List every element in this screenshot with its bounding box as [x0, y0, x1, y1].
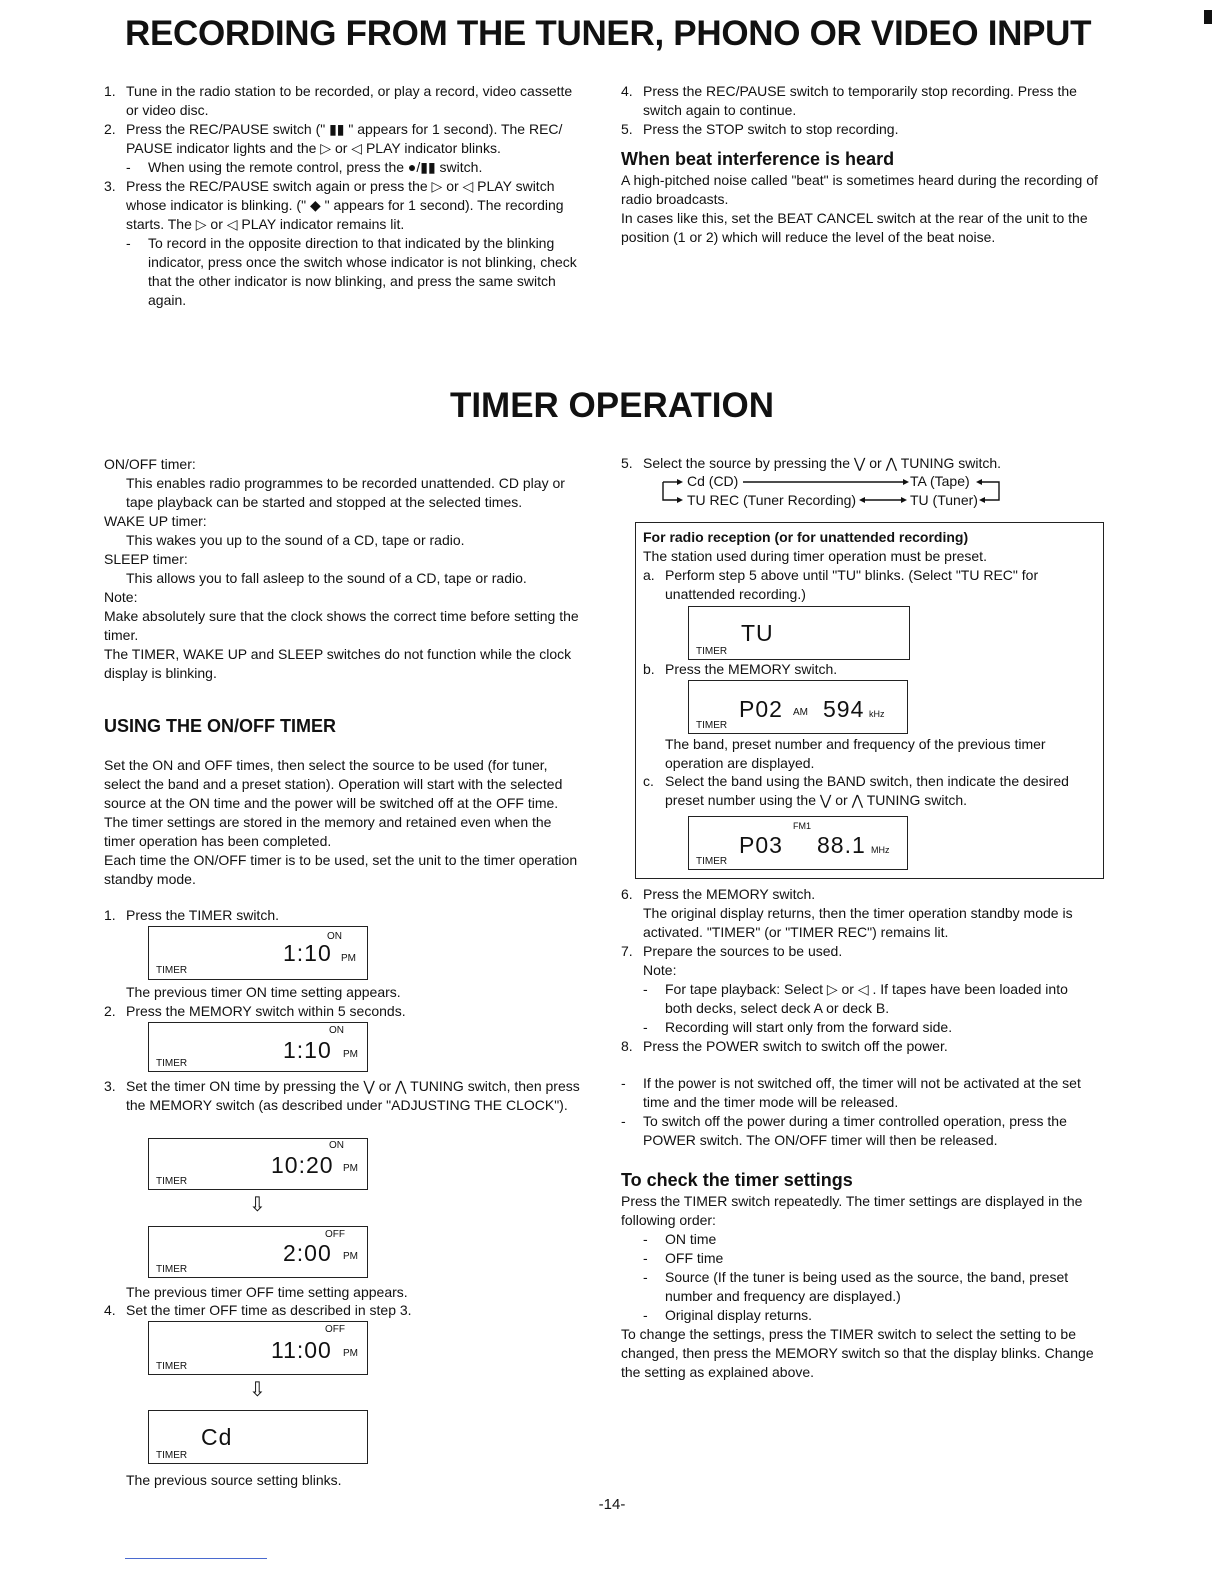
lcd-band: FM1 [793, 821, 811, 831]
step-3-after: The previous timer OFF time setting appears. [126, 1284, 408, 1300]
lcd-time: 1:10 [283, 940, 332, 966]
lcd-frequency: 88.1 [817, 832, 866, 858]
lcd-time: 10:20 [271, 1152, 334, 1178]
display-step-4b [148, 1410, 368, 1464]
corner-mark [1204, 4, 1214, 26]
lcd-source: TU [741, 620, 774, 646]
radio-box-heading: For radio reception (or for unattended recording) [643, 529, 969, 545]
recording-step-1: 1. Tune in the radio station to be recorded, or play a record, video cassette or video disc. [104, 83, 573, 118]
source-tu-rec: TU REC (Tuner Recording) [687, 492, 857, 508]
after-8-note-2: - To switch off the power during a timer controlled operation, press the POWER switch. The ON/OFF timer will then be released. [621, 1113, 1067, 1148]
step-4-after: The previous source setting blinks. [126, 1472, 342, 1488]
recording-step-5: 5. Press the STOP switch to stop recording. [621, 121, 899, 137]
radio-b-after: The band, preset number and frequency of the previous timer operation are displayed. [665, 736, 1046, 771]
recording-step-3-note: - To record in the opposite direction to that indicated by the blinking indicator, press once the switch whose indicator is not blinking, check that the other indicator is now blinking, and press the same switch again. [126, 235, 577, 308]
arrowhead [976, 479, 982, 485]
arrowhead [677, 497, 683, 503]
lcd-timer-label: TIMER [696, 720, 728, 731]
lcd-timer-label: TIMER [156, 1264, 188, 1275]
lcd-unit: MHz [871, 845, 890, 855]
onoff-section [104, 714, 582, 889]
check-paragraph-2: To change the settings, press the TIMER switch to select the setting to be changed, then press the MEMORY switch so that the display blinks. Change the setting as explained above. [621, 1326, 1094, 1380]
onoff-paragraph: Set the ON and OFF times, then select the source to be used (for tuner, select the band and a preset station). Operation will start with the selected source at the ON time and the power will be switched off at the OFF time. The timer settings are stored in the memory and retained even when the timer operation has been completed. [104, 757, 563, 849]
lcd-pm: PM [343, 1251, 358, 1262]
timer-title: TIMER OPERATION [449, 386, 775, 425]
check-item-1: - ON time [643, 1231, 717, 1247]
note-label: Note: [104, 589, 138, 605]
lcd-time: 1:10 [283, 1037, 332, 1063]
arrowhead [979, 497, 985, 503]
display-step-3a [148, 1138, 368, 1190]
lcd-on-label: ON [329, 1140, 344, 1151]
timer-step-8: 8. Press the POWER switch to switch off the power. [621, 1038, 948, 1054]
note-2: The TIMER, WAKE UP and SLEEP switches do not function while the clock display is blinking. [104, 646, 572, 681]
radio-step-a: a. Perform step 5 above until "TU" blinks. (Select "TU REC" for unattended recording.) [643, 567, 1039, 602]
check-item-4: - Original display returns. [643, 1307, 813, 1323]
lcd-pm: PM [341, 953, 356, 964]
lcd-band: AM [793, 707, 808, 718]
lcd-pm: PM [343, 1049, 358, 1060]
timer-step-1: 1. Press the TIMER switch. [104, 907, 280, 923]
recording-left-column [104, 82, 582, 310]
page-number: -14- [598, 1496, 626, 1513]
beat-paragraph-1: A high-pitched noise called "beat" is sometimes heard during the recording of radio broadcasts. [621, 172, 1098, 207]
lcd-on-label: ON [329, 1025, 344, 1036]
recording-step-2-note: - When using the remote control, press the ●/▮▮ switch. [126, 159, 483, 175]
recording-step-4: 4. Press the REC/PAUSE switch to temporarily stop recording. Press the switch again to continue. [621, 83, 1077, 118]
check-item-2: - OFF time [643, 1250, 724, 1266]
recording-right-column [621, 82, 1099, 247]
onoff-heading: USING THE ON/OFF TIMER [104, 716, 336, 736]
intro-desc-onoff: This enables radio programmes to be recorded unattended. CD play or tape playback can be started and stopped at the selected times. [126, 475, 565, 510]
source-tu: TU (Tuner) [910, 492, 978, 508]
display-step-4a [148, 1321, 368, 1375]
display-radio-c [688, 816, 908, 870]
footer-rule [125, 1558, 267, 1559]
recording-step-2: 2. Press the REC/PAUSE switch (" ▮▮ " appears for 1 second). The REC/ PAUSE indicator lights and the ▷ or ◁ PLAY indicator blinks. - When using the remote control, press the ●/▮▮ switch. [104, 120, 582, 177]
step-7-note-label: Note: [643, 962, 677, 978]
display-step-1 [148, 926, 368, 980]
cycle-path-left [663, 482, 677, 500]
intro-label-sleep: SLEEP timer: [104, 551, 188, 567]
timer-steps-6-8 [621, 885, 1099, 1382]
intro-desc-wakeup: This wakes you up to the sound of a CD, tape or radio. [126, 532, 465, 548]
lcd-timer-label: TIMER [696, 856, 728, 867]
lcd-timer-label: TIMER [696, 646, 728, 657]
lcd-preset: P03 [739, 832, 783, 858]
intro-label-wakeup: WAKE UP timer: [104, 513, 207, 529]
step-6-paragraph: The original display returns, then the timer operation standby mode is activated. "TIMER" (or "TIMER REC") remains lit. [643, 905, 1073, 940]
lcd-timer-label: TIMER [156, 1361, 188, 1372]
lcd-pm: PM [343, 1163, 358, 1174]
onoff-paragraph-2: Each time the ON/OFF timer is to be used, set the unit to the timer operation standby mode. [104, 852, 578, 887]
lcd-time: 11:00 [271, 1337, 332, 1363]
lcd-source: Cd [201, 1424, 233, 1450]
arrowhead [901, 497, 907, 503]
display-radio-a [688, 606, 910, 660]
lcd-timer-label: TIMER [156, 1058, 188, 1069]
intro-label-onoff: ON/OFF timer: [104, 456, 196, 472]
step-7-note-2: - Recording will start only from the forward side. [643, 1019, 953, 1035]
recording-step-3: 3. Press the REC/PAUSE switch again or press the ▷ or ◁ PLAY switch whose indicator is blinking. (" ◆ " appears for 1 second). The recording starts. The ▷ or ◁ PLAY indicator remains lit. - To record in the opposite direction to that indicated by the blinking indicator, press once the switch whose indicator is not blinking, check that the other indicator is now blinking, and press the same switch again. [104, 177, 582, 310]
timer-step-4: 4. Set the timer OFF time as described in step 3. [104, 1302, 412, 1318]
radio-box-content [643, 528, 1095, 604]
note-1: Make absolutely sure that the clock shows the correct time before setting the timer. [104, 608, 579, 643]
timer-step-6: 6. Press the MEMORY switch. [621, 886, 816, 902]
lcd-off-label: OFF [325, 1229, 345, 1240]
beat-paragraph-2: In cases like this, set the BEAT CANCEL switch at the rear of the unit to the position (1 or 2) which will reduce the level of the beat noise. [621, 210, 1088, 245]
recording-title: RECORDING FROM THE TUNER, PHONO OR VIDEO INPUT [125, 14, 1092, 53]
lcd-timer-label: TIMER [156, 1450, 188, 1461]
lcd-timer-label: TIMER [156, 1176, 188, 1187]
check-item-3: - Source (If the tuner is being used as the source, the band, preset number and frequency are displayed.) [643, 1269, 1069, 1304]
timer-step-2: 2. Press the MEMORY switch within 5 seconds. [104, 1003, 406, 1019]
down-arrow-icon: ⇩ [249, 1379, 266, 1401]
lcd-frequency: 594 [823, 696, 865, 722]
timer-step-5: 5. Select the source by pressing the ⋁ or ⋀ TUNING switch. [621, 455, 1002, 471]
after-8-note-1: - If the power is not switched off, the timer will not be activated at the set time and the timer mode will be released. [621, 1075, 1081, 1110]
arrowhead [903, 479, 909, 485]
lcd-off-label: OFF [325, 1324, 345, 1335]
radio-step-c: c. Select the band using the BAND switch, then indicate the desired preset number using the ⋁ or ⋀ TUNING switch. [643, 773, 1069, 808]
down-arrow-icon: ⇩ [249, 1194, 266, 1216]
display-step-3b [148, 1226, 368, 1278]
arrowhead [859, 497, 865, 503]
arrowhead [677, 479, 683, 485]
check-paragraph: Press the TIMER switch repeatedly. The timer settings are displayed in the following order: [621, 1193, 1083, 1228]
intro-desc-sleep: This allows you to fall asleep to the sound of a CD, tape or radio. [126, 570, 527, 586]
timer-intro [104, 455, 582, 683]
source-cd: Cd (CD) [687, 473, 739, 489]
step-1-after: The previous timer ON time setting appears. [126, 984, 401, 1000]
step-7-note-1: - For tape playback: Select ▷ or ◁ . If tapes have been loaded into both decks, select deck A or deck B. [643, 981, 1068, 1016]
timer-step-3: 3. Set the timer ON time by pressing the ⋁ or ⋀ TUNING switch, then press the MEMORY switch (as described under "ADJUSTING THE CLOCK"). [104, 1078, 580, 1113]
lcd-on-label: ON [327, 931, 342, 942]
timer-step-7: 7. Prepare the sources to be used. [621, 943, 843, 959]
beat-heading: When beat interference is heard [621, 149, 895, 169]
lcd-unit: kHz [869, 709, 885, 719]
lcd-timer-label: TIMER [156, 965, 188, 976]
lcd-pm: PM [343, 1348, 358, 1359]
display-radio-b [688, 680, 908, 734]
display-step-2 [148, 1022, 368, 1072]
lcd-preset: P02 [739, 696, 783, 722]
lcd-time: 2:00 [283, 1240, 332, 1266]
radio-step-b: b. Press the MEMORY switch. [643, 661, 838, 677]
source-ta: TA (Tape) [910, 473, 970, 489]
radio-box-paragraph: The station used during timer operation must be preset. [643, 548, 987, 564]
check-heading: To check the timer settings [621, 1170, 853, 1190]
